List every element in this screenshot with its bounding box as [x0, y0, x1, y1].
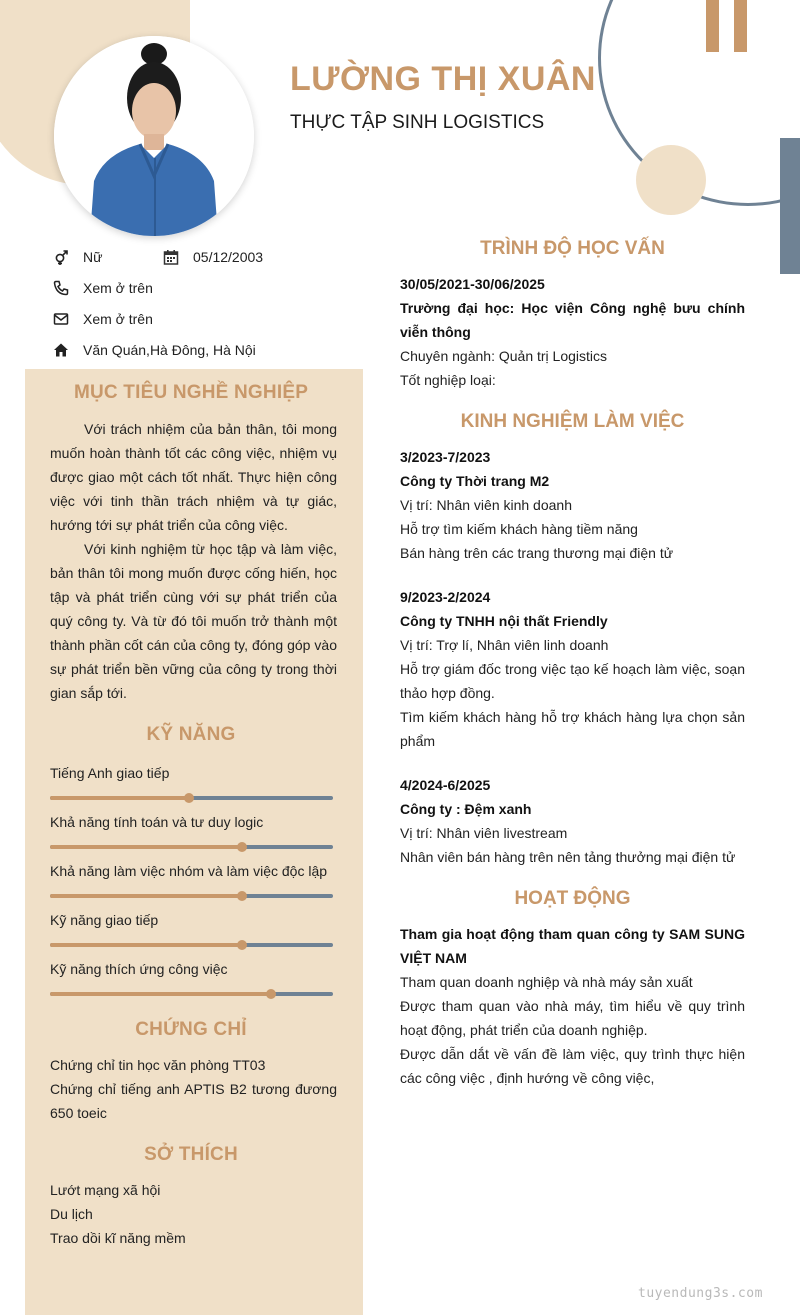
watermark: tuyendung3s.com: [638, 1286, 763, 1301]
email-value: Xem ở trên: [83, 311, 153, 327]
objective-paragraph-2: Với kinh nghiệm từ học tập và làm việc, bản thân tôi mong muốn được cống hiến, học tập và phát triển cùng với sự phát triển của quý công ty. Và từ đó tôi muốn trở thành một thành phần cốt cán của công ty, đóng góp vào sự phát triển bền vững của công ty trong thời gian sắp tới.: [50, 541, 337, 701]
hobbies-title: SỞ THÍCH: [144, 1144, 238, 1165]
candidate-name: LƯỜNG THỊ XUÂN: [290, 60, 596, 98]
decor-bar: [734, 0, 747, 52]
objective-title: MỤC TIÊU NGHỀ NGHIỆP: [73, 382, 309, 403]
education-period: 30/05/2021-30/06/2025: [400, 276, 545, 292]
skill-bar: [50, 845, 333, 849]
job-duty: Nhân viên bán hàng trên nên tảng thưởng mại điện tử: [400, 849, 736, 865]
education-title: TRÌNH ĐỘ HỌC VẤN: [480, 238, 665, 259]
job-duty: Hỗ trợ giám đốc trong việc tạo kế hoạch làm việc, soạn thảo hợp đồng.: [400, 661, 745, 701]
education-major: Chuyên ngành: Quản trị Logistics: [400, 348, 608, 364]
activity-line: Được tham quan vào nhà máy, tìm hiểu về quy trình hoạt động, phát triển của doanh nghiệp.: [400, 998, 745, 1038]
gender-icon: [52, 248, 70, 266]
objective-text: [50, 417, 337, 705]
address-value: Văn Quán,Hà Đông, Hà Nội: [83, 342, 256, 358]
skill-bar-knob: [184, 793, 194, 803]
skill-bar: [50, 796, 333, 800]
gender-value: Nữ: [83, 249, 103, 265]
skill-label: Tiếng Anh giao tiếp: [50, 765, 170, 781]
skill-bar-fill: [50, 796, 189, 800]
job-duty: Bán hàng trên các trang thương mại điện tử: [400, 545, 674, 561]
birthdate-value: 05/12/2003: [193, 249, 264, 265]
job-company: Công ty : Đệm xanh: [400, 801, 532, 817]
skill-bar-fill: [50, 992, 271, 996]
phone-icon: [52, 279, 70, 297]
calendar-icon: [162, 248, 180, 266]
decor-side-bar: [780, 138, 800, 274]
skill-label: Khả năng tính toán và tư duy logic: [50, 814, 264, 830]
skill-bar-knob: [266, 989, 276, 999]
job-company: Công ty Thời trang M2: [400, 473, 550, 489]
skill-label: Khả năng làm việc nhóm và làm việc độc lập: [50, 863, 328, 879]
skill-bar-fill: [50, 894, 242, 898]
job-position: Vị trí: Trợ lí, Nhân viên linh doanh: [400, 637, 609, 653]
activities-title: HOẠT ĐỘNG: [514, 888, 631, 909]
contact-gender: [52, 248, 102, 266]
certificates-title: CHỨNG CHỈ: [135, 1019, 247, 1040]
skill-bar-fill: [50, 845, 242, 849]
job-position: Vị trí: Nhân viên kinh doanh: [400, 497, 572, 513]
decor-bar: [706, 0, 719, 52]
profile-photo: [54, 36, 254, 236]
activity-headline: Tham gia hoạt động tham quan công ty SAM SUNG VIỆT NAM: [400, 926, 745, 966]
objective-paragraph-1: Với trách nhiệm của bản thân, tôi mong muốn hoàn thành tốt các công việc, nhiệm vụ được giao một cách tốt nhất. Thực hiện công việc với tinh thần trách nhiệm và tự giác, hướng tới sự phát triển của công việc.: [50, 421, 337, 533]
job-period: 4/2024-6/2025: [400, 777, 491, 793]
activity-line: Tham quan doanh nghiệp và nhà máy sản xuất: [400, 974, 693, 990]
phone-value: Xem ở trên: [83, 280, 153, 296]
contact-birthdate: [162, 248, 263, 266]
job-position: Vị trí: Nhân viên livestream: [400, 825, 568, 841]
avatar-illustration: [54, 36, 254, 236]
skills-title: KỸ NĂNG: [146, 724, 236, 745]
home-icon: [52, 341, 70, 359]
job-title: THỰC TẬP SINH LOGISTICS: [290, 112, 545, 133]
contact-email: [52, 310, 153, 328]
contact-address: [52, 341, 256, 359]
hobby-item: Lướt mạng xã hội: [50, 1182, 161, 1198]
skill-bar: [50, 992, 333, 996]
skill-bar: [50, 943, 333, 947]
decor-beige-dot: [636, 145, 706, 215]
job-duty: Tìm kiếm khách hàng hỗ trợ khách hàng lựa chọn sản phẩm: [400, 709, 745, 749]
education-grade: Tốt nghiệp loại:: [400, 372, 496, 388]
education-school: Trường đại học: Học viện Công nghệ bưu chính viễn thông: [400, 300, 745, 340]
skill-bar-fill: [50, 943, 242, 947]
job-period: 3/2023-7/2023: [400, 449, 491, 465]
skill-label: Kỹ năng thích ứng công việc: [50, 961, 228, 977]
experience-title: KINH NGHIỆM LÀM VIỆC: [460, 411, 685, 432]
job-company: Công ty TNHH nội thất Friendly: [400, 613, 608, 629]
skill-label: Kỹ năng giao tiếp: [50, 912, 159, 928]
activity-line: Được dẫn dắt về vấn đề làm việc, quy trình thực hiện các công việc , định hướng về công việc,: [400, 1046, 745, 1086]
certificate-item: Chứng chỉ tin học văn phòng TT03: [50, 1057, 266, 1073]
job-duty: Hỗ trợ tìm kiếm khách hàng tiềm năng: [400, 521, 638, 537]
skill-bar: [50, 894, 333, 898]
mail-icon: [52, 310, 70, 328]
hobby-item: Trao dồi kĩ năng mềm: [50, 1230, 186, 1246]
hobby-item: Du lịch: [50, 1206, 93, 1222]
contact-phone: [52, 279, 153, 297]
certificate-item: Chứng chỉ tiếng anh APTIS B2 tương đương 650 toeic: [50, 1081, 337, 1121]
job-period: 9/2023-2/2024: [400, 589, 491, 605]
